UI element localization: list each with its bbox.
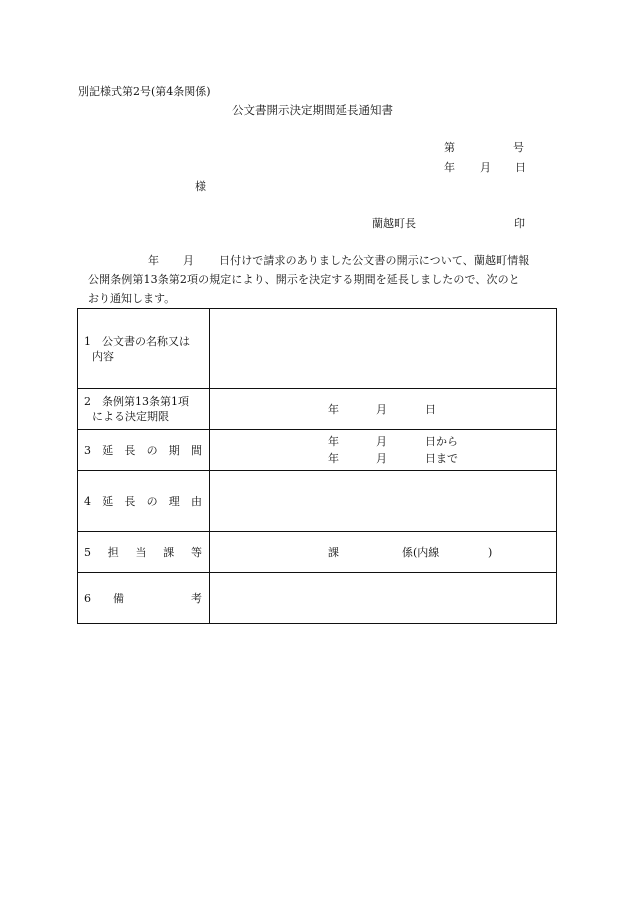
date-day: 日 xyxy=(515,161,526,174)
row1-value[interactable] xyxy=(210,309,557,389)
addressee-honorific: 様 xyxy=(195,180,206,193)
row2-month: 月 xyxy=(376,403,387,416)
date-month: 月 xyxy=(480,161,491,174)
table-row-remarks xyxy=(78,573,557,624)
row5-kakari: 係(内線 xyxy=(402,546,440,559)
row3-label xyxy=(78,430,210,471)
table-row-deadline xyxy=(78,389,557,430)
row4-char: 理 xyxy=(168,494,180,508)
row4-label xyxy=(78,471,210,532)
row3-from-day: 日から xyxy=(425,435,458,448)
row2-day: 日 xyxy=(425,403,436,416)
row4-char: の xyxy=(146,494,158,508)
row3-from-month: 月 xyxy=(376,435,387,448)
row3-char: 長 xyxy=(124,443,136,457)
table-row-extension-period xyxy=(78,430,557,471)
row3-char: 間 xyxy=(190,443,202,457)
reference-dai: 第 xyxy=(444,141,455,154)
reference-go: 号 xyxy=(513,141,524,154)
row5-close-paren: ) xyxy=(488,546,493,559)
table-row-document-name xyxy=(78,309,557,389)
body-month: 月 xyxy=(183,254,194,267)
row6-value[interactable] xyxy=(210,573,557,624)
row2-label-line1: 2 条例第13条第1項 xyxy=(84,395,189,408)
row3-from-year: 年 xyxy=(328,435,339,448)
form-label: 別記様式第2号(第4条関係) xyxy=(78,85,211,98)
row2-year: 年 xyxy=(328,403,339,416)
row5-char: 当 xyxy=(135,545,147,559)
row3-num: 3 xyxy=(84,443,91,457)
row3-value[interactable] xyxy=(210,430,557,471)
row1-label-line2: 内容 xyxy=(92,349,114,363)
body-line2: 公開条例第13条第2項の規定により、開示を決定する期間を延長しましたので、次のと xyxy=(88,273,520,286)
row2-label xyxy=(78,389,210,430)
row3-to-day: 日まで xyxy=(425,452,458,465)
issuer-name: 蘭越町長 xyxy=(372,217,416,230)
row4-char: 長 xyxy=(124,494,136,508)
row5-char: 担 xyxy=(107,545,119,559)
row5-ka: 課 xyxy=(328,546,339,559)
row5-char: 課 xyxy=(163,545,175,559)
table-row-department xyxy=(78,532,557,573)
row2-value[interactable] xyxy=(210,389,557,430)
row6-label xyxy=(78,573,210,624)
row4-char: 由 xyxy=(190,494,202,508)
row6-char: 考 xyxy=(191,591,202,605)
row5-label xyxy=(78,532,210,573)
row5-num: 5 xyxy=(84,545,91,559)
row3-char: 期 xyxy=(168,443,180,457)
table-row-extension-reason xyxy=(78,471,557,532)
row3-char: 延 xyxy=(102,443,114,457)
notice-table xyxy=(77,308,557,624)
issuer-seal: 印 xyxy=(514,217,525,230)
row6-num: 6 xyxy=(84,591,91,605)
date-year: 年 xyxy=(444,161,455,174)
row2-label-line2: による決定期限 xyxy=(92,410,169,423)
row5-char: 等 xyxy=(191,545,202,559)
body-line1: 日付けで請求のありました公文書の開示について、蘭越町情報 xyxy=(219,254,530,267)
body-line3: おり通知します。 xyxy=(88,292,176,305)
row3-to-month: 月 xyxy=(376,452,387,465)
row1-label-line1: 1 公文書の名称又は xyxy=(84,334,190,348)
document-title: 公文書開示決定期間延長通知書 xyxy=(232,103,393,117)
row6-char: 備 xyxy=(113,591,124,605)
row3-to-year: 年 xyxy=(328,452,339,465)
row4-num: 4 xyxy=(84,494,91,508)
row4-value[interactable] xyxy=(210,471,557,532)
body-year: 年 xyxy=(148,254,159,267)
row3-char: の xyxy=(146,443,158,457)
row4-char: 延 xyxy=(102,494,114,508)
row5-value[interactable] xyxy=(210,532,557,573)
row1-label xyxy=(78,309,210,389)
